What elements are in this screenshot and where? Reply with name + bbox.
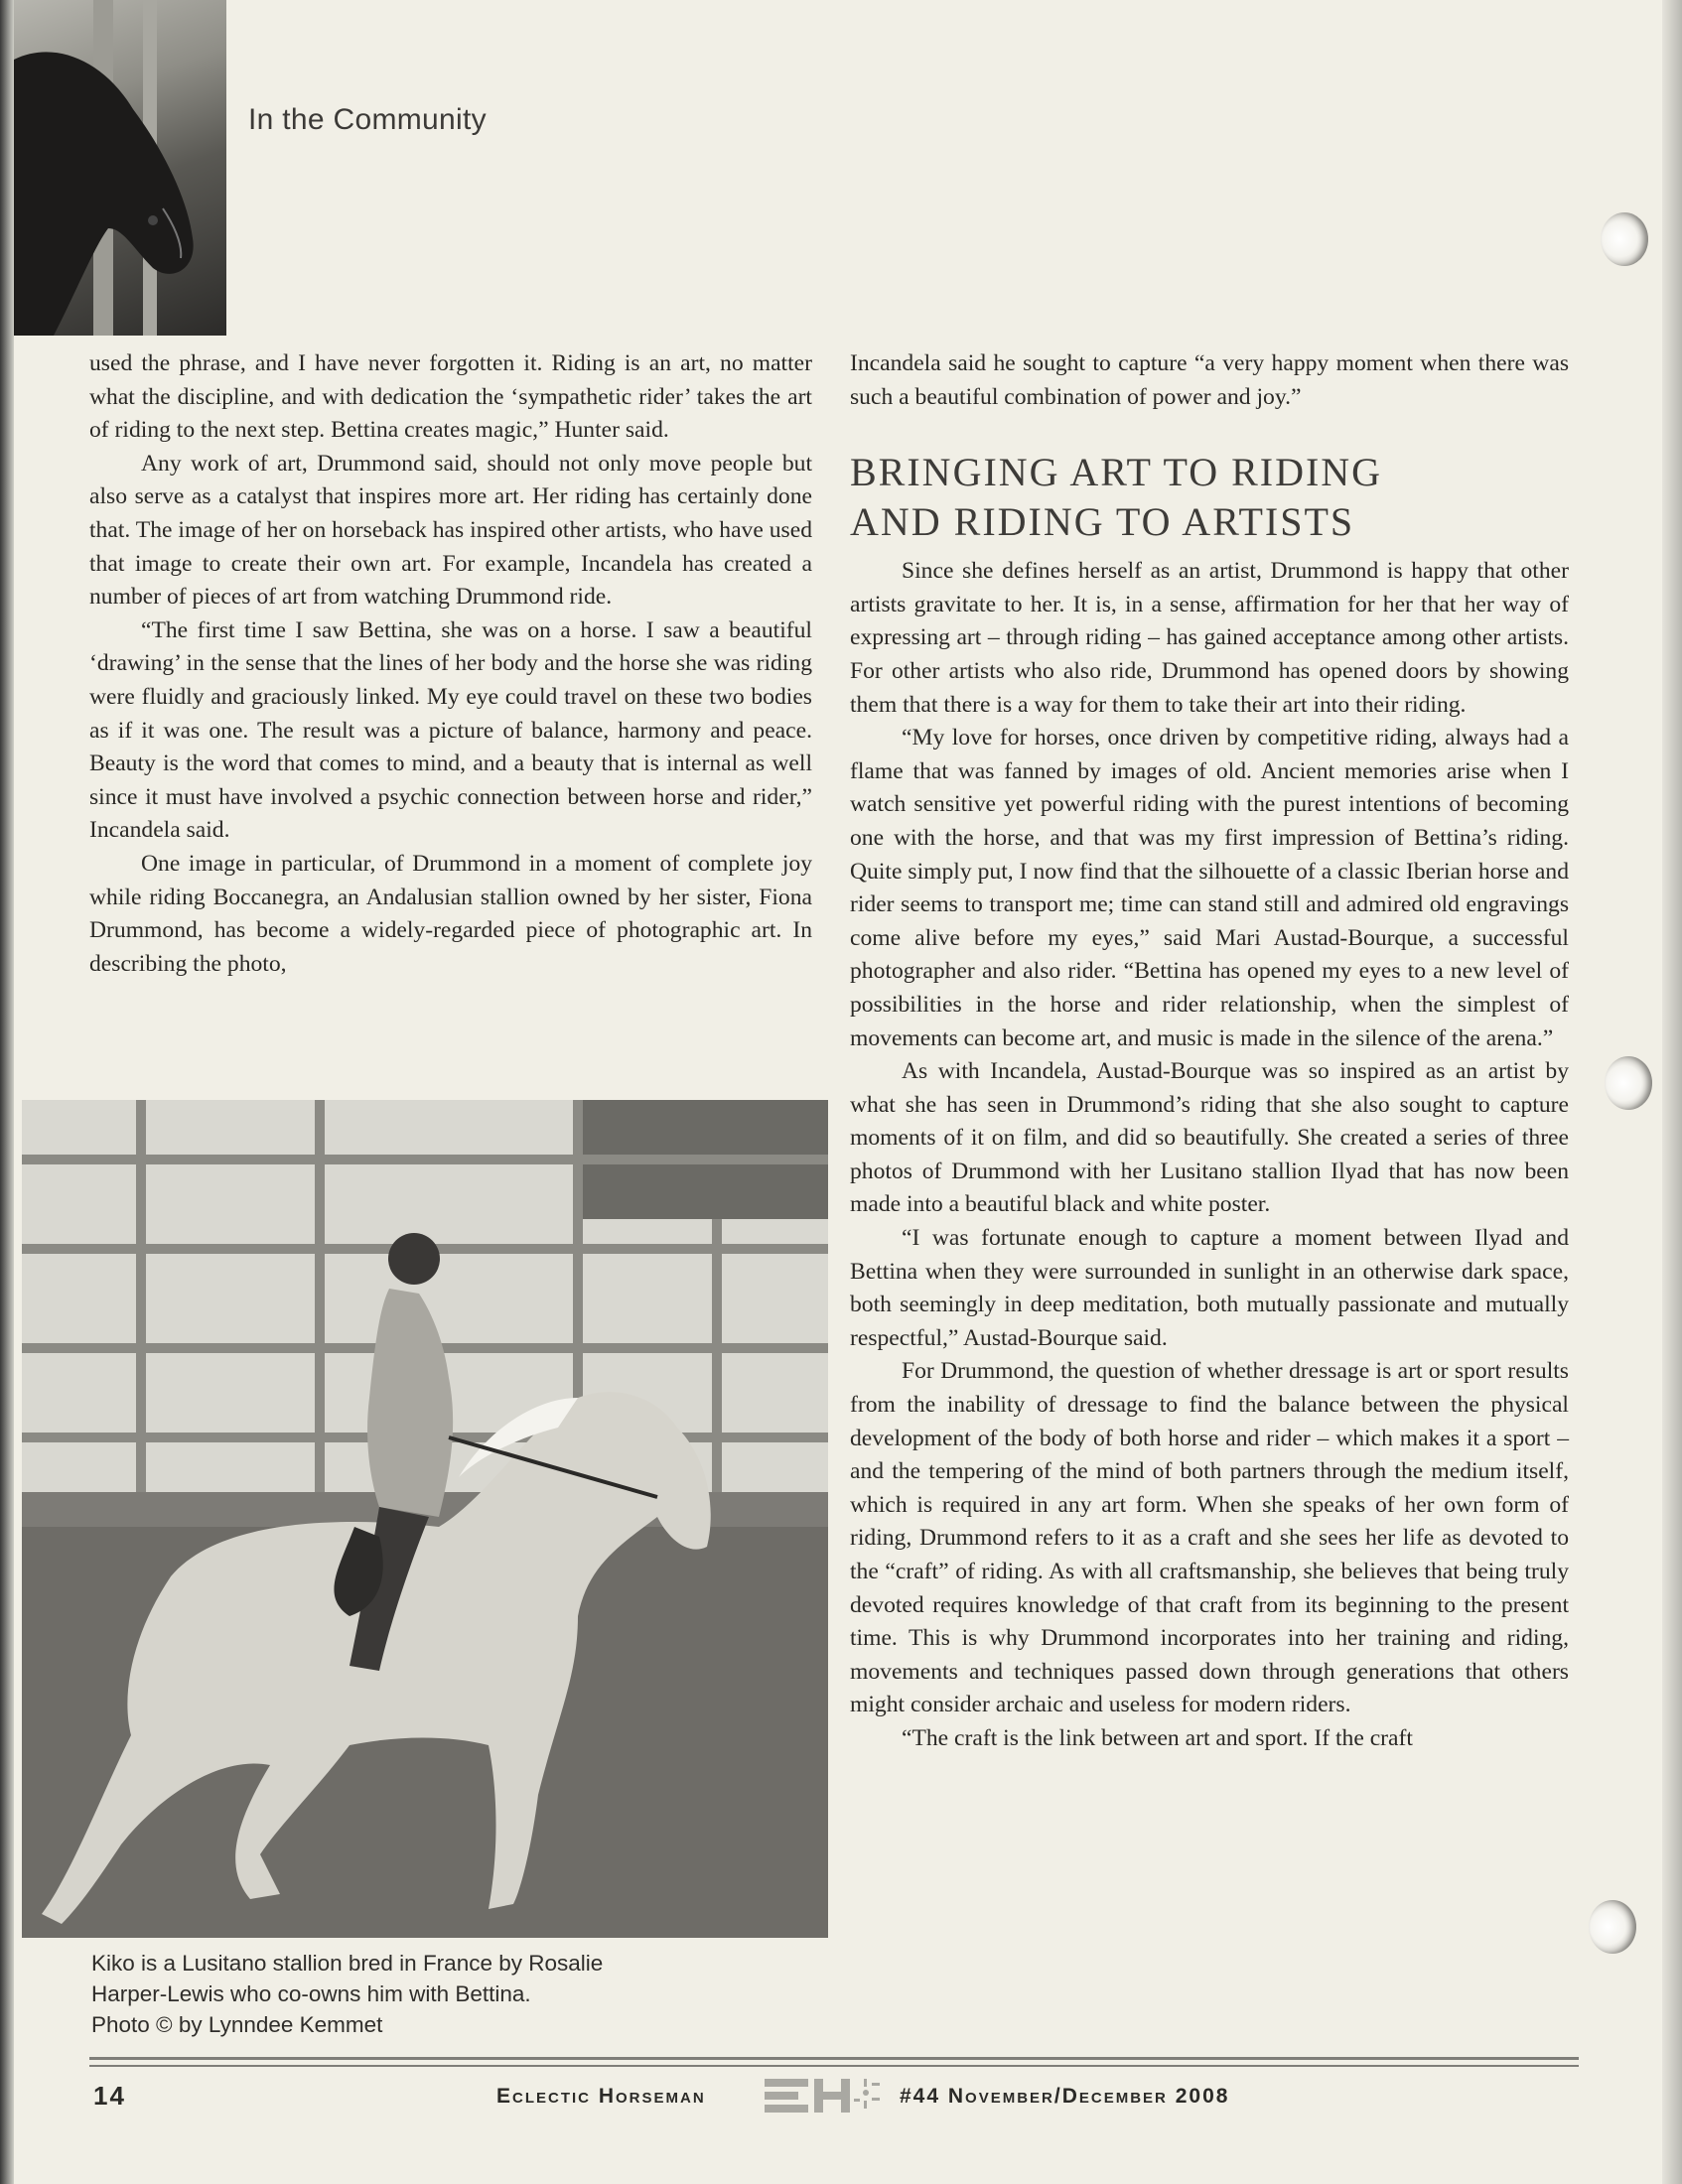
section-tag: In the Community <box>248 103 487 136</box>
magazine-name: Eclectic Horseman <box>496 2085 706 2108</box>
footer-rule <box>89 2065 1579 2067</box>
left-column <box>89 347 812 981</box>
eh-logo-icon <box>763 2073 886 2118</box>
paragraph: Any work of art, Drummond said, should not only move people but also serve as a catalyst that inspires more art. Her riding has certainly done that. The image of her on horseback has inspired other artists, who have used that image to create their own art. For example, Incandela has created a number of pieces of art from watching Drummond ride. <box>89 450 812 611</box>
paragraph: For Drummond, the question of whether dressage is art or sport results from the inability of dressage to find the balance between the physical development of the body of both horse and rider – which makes it a sport – and the tempering of the mind of both partners through the medium itself, which is required in any art form. When she speaks of her own form of riding, Drummond refers to it as a craft and she sees her life as devoted to the “craft” of riding. As with all craftsmanship, she believes that being truly devoted requires knowledge of that craft from its beginning to the present time. This is why Drummond incorporates into her training and riding, movements and techniques passed down through generations that others might consider archaic and useless for modern riders. <box>850 1358 1569 1718</box>
horse-rider-photo <box>22 1100 828 1938</box>
footer-rule <box>89 2057 1579 2060</box>
paragraph: Incandela said he sought to capture “a very happy moment when there was such a beautiful combination of power and joy.” <box>850 350 1569 410</box>
caption-line: Photo © by Lynndee Kemmet <box>91 2012 383 2037</box>
corner-horse-photo <box>14 0 226 336</box>
caption-line: Harper-Lewis who co-owns him with Bettina. <box>91 1981 531 2006</box>
heading-line: AND RIDING TO ARTISTS <box>850 499 1355 545</box>
paragraph: “My love for horses, once driven by competitive riding, always had a flame that was fanned by images of old. Ancient memories arise when I watch sensitive yet powerful riding with the purest intentions of becoming one with the horse, and that was my first impression of Bettina’s riding. Quite simply put, I now find that the silhouette of a classic Iberian horse and rider seems to transport me; time can stand still and admired old engravings come alive before my eyes,” said Mari Austad-Bourque, a successful photographer and also rider. “Bettina has opened my eyes to a new level of possibilities in the horse and rider relationship, when the simplest of movements can become art, and music is made in the silence of the arena.” <box>850 725 1569 1051</box>
caption-line: Kiko is a Lusitano stallion bred in France by Rosalie <box>91 1951 604 1976</box>
binder-hole <box>1589 1900 1636 1954</box>
page-binding-shadow <box>0 0 14 2184</box>
paragraph: One image in particular, of Drummond in a moment of complete joy while riding Boccanegra, an Andalusian stallion owned by her sister, Fiona Drummond, has become a widely-regarded piece of photographic art. In describing the photo, <box>89 850 812 977</box>
paragraph: “I was fortunate enough to capture a moment between Ilyad and Bettina when they were surrounded in sunlight in an otherwise dark space, both seemingly in deep meditation, both mutually passionate and mutually respectful,” Austad-Bourque said. <box>850 1225 1569 1351</box>
page-edge <box>1662 0 1682 2184</box>
paragraph: Since she defines herself as an artist, Drummond is happy that other artists gravitate to her. It is, in a sense, affirmation for her that her way of expressing art – through riding – has gained acceptance among other artists. For other artists who also ride, Drummond has opened doors by showing them that there is a way for them to take their art into their riding. <box>850 558 1569 718</box>
photo-caption <box>91 1948 806 2040</box>
page-number: 14 <box>93 2081 126 2111</box>
binder-hole <box>1605 1056 1652 1110</box>
paragraph: used the phrase, and I have never forgotten it. Riding is an art, no matter what the discipline, and with dedication the ‘sympathetic rider’ takes the art of riding to the next step. Bettina creates magic,” Hunter said. <box>89 350 812 444</box>
page-footer <box>89 2079 1579 2118</box>
right-column <box>850 347 1569 1756</box>
heading-line: BRINGING ART TO RIDING <box>850 450 1383 495</box>
issue-number: #44 November/December 2008 <box>900 2085 1230 2108</box>
binder-hole <box>1601 212 1648 266</box>
section-heading <box>850 448 1569 547</box>
paragraph: As with Incandela, Austad-Bourque was so inspired as an artist by what she has seen in Drummond’s riding that she also sought to capture moments of it on film, and did so beautifully. She created a series of three photos of Drummond with her Lusitano stallion Ilyad that has now been made into a beautiful black and white poster. <box>850 1058 1569 1218</box>
paragraph: “The craft is the link between art and sport. If the craft <box>902 1724 1413 1751</box>
paragraph: “The first time I saw Bettina, she was on a horse. I saw a beautiful ‘drawing’ in the sense that the lines of her body and the horse she was riding were fluidly and graciously linked. My eye could travel on these two bodies as if it was one. The result was a picture of balance, harmony and peace. Beauty is the word that comes to mind, and a beauty that is internal as well since it must have involved a psychic connection between horse and rider,” Incandela said. <box>89 616 812 844</box>
